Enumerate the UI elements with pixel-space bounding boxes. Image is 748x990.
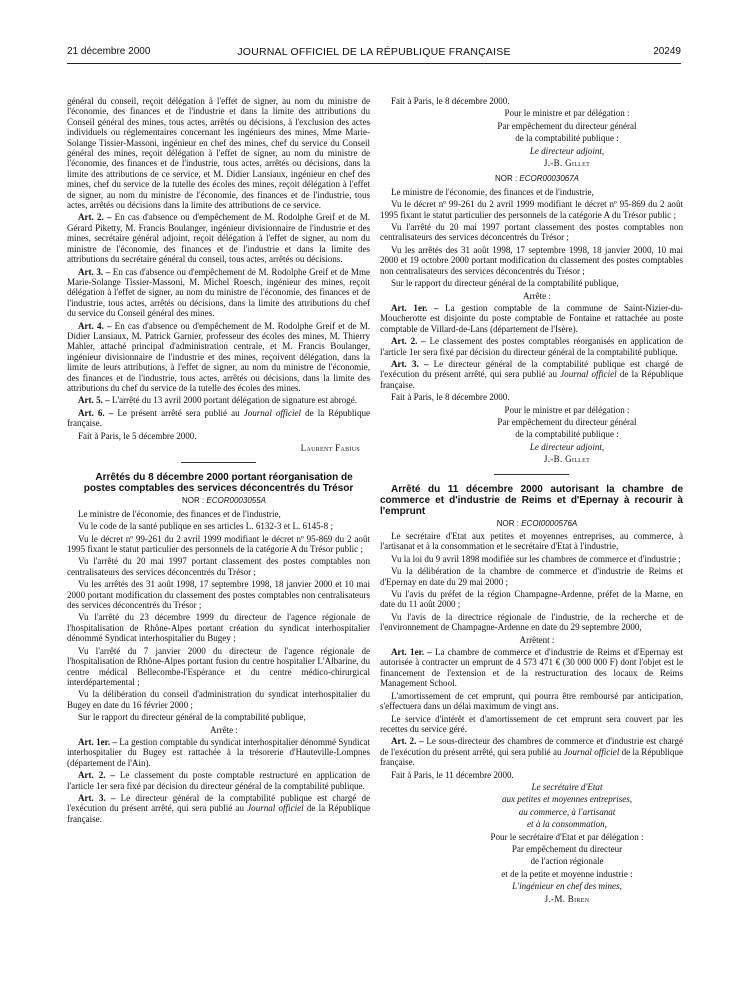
article-label: Art. 4. – <box>78 320 112 331</box>
signature-title: Le directeur adjoint, <box>529 441 605 452</box>
nor-value: ECOI0000576A <box>521 518 578 528</box>
article-label: Art. 1er. – <box>391 302 439 313</box>
nor-label: NOR : <box>496 518 522 528</box>
article-text: Le classement des postes comptables réorganisés en application de l'article 1er sera fixé par décision du directeur général de la comptabilité publique. <box>380 336 683 357</box>
article-text-end: de la République française. <box>67 803 371 824</box>
signature-title: aux petites et moyennes entreprises, <box>501 794 633 805</box>
fait-a-paris: Fait à Paris, le 8 décembre 2000. <box>391 392 510 403</box>
nor-value: ECOR0003067A <box>519 174 580 184</box>
article-4 <box>67 321 370 394</box>
article-2 <box>67 770 370 791</box>
article-text-end: de la République française. <box>67 407 371 429</box>
arrete-heading: Arrête : <box>210 724 238 735</box>
section-title: Arrêté du 11 décembre 2000 autorisant la chambre de commerce et d'industrie de Reims et d'Epernay à recourir à l'emprunt <box>380 483 683 517</box>
signature-title: L'ingénieur en chef des mines, <box>512 881 622 892</box>
article-text-end: de la République française. <box>380 369 684 390</box>
signatory: J.-B. Gillet <box>543 158 591 169</box>
nor-label: NOR : <box>494 174 520 184</box>
paragraph: L'amortissement de cet emprunt, qui pourra être remboursé par anticipation, s'effectuera dans un délai maximum de vingt ans. <box>380 690 683 712</box>
article-2 <box>380 336 683 357</box>
journal-officiel-ref: Journal officiel <box>563 746 620 757</box>
visa: Vu les arrêtés des 31 août 1998, 17 septembre 1998, 18 janvier 2000, 10 mai 2000 et 19 octobre 2000 portant modification du classement des postes comptables non centralisateurs des services déconcentrés du Trésor ; <box>380 244 683 276</box>
signature-title: Le directeur adjoint, <box>529 145 605 156</box>
arrete-heading: Arrête : <box>523 290 551 301</box>
visas-list <box>380 531 683 633</box>
visa: Vu le code de la santé publique en ses articles L. 6132-3 et L. 6145-8 ; <box>78 521 333 532</box>
visa: Le secrétaire d'Etat aux petites et moyennes entreprises, au commerce, à l'artisanat et à la consommation et le secrétaire d'Etat à l'industrie, <box>380 531 683 552</box>
article-5 <box>67 395 370 405</box>
signatory: J.-M. Biren <box>544 893 590 904</box>
nor-label: NOR : <box>181 496 207 506</box>
signature-title: au commerce, à l'artisanat <box>518 806 616 817</box>
fait-a-paris: Fait à Paris, le 8 décembre 2000. <box>391 96 510 106</box>
visa: Vu le décret nº 99-261 du 2 avril 1999 modifiant le décret nº 95-869 du 2 août 1995 fixant le statut particulier des personnels de la catégorie A du Trésor public ; <box>67 533 370 555</box>
article-1 <box>67 737 370 768</box>
visa: Vu l'arrêté du 20 mai 1997 portant classement des postes comptables non centralisateurs des services déconcentrés du Trésor ; <box>380 222 683 243</box>
signature-line: de la comptabilité publique : <box>515 429 619 440</box>
article-text: Le directeur général de la comptabilité publique est chargé de l'exécution du présent arrêté, qui sera publié au <box>67 792 371 814</box>
signature-block <box>380 108 683 168</box>
visa: Sur le rapport du directeur général de la comptabilité publique, <box>391 278 619 289</box>
visa: Vu la loi du 9 avril 1898 modifiée sur les chambres de commerce et d'industrie ; <box>391 553 681 564</box>
article-label: Art. 1er. – <box>391 647 432 658</box>
signature-line: Par empêchement du directeur général <box>497 120 637 131</box>
journal-officiel-ref: Journal officiel <box>560 369 617 380</box>
visa: Vu le décret nº 99-261 du 2 avril 1999 modifiant le décret nº 95-869 du 2 août 1995 fixant le statut particulier des personnels de la catégorie A du Trésor public ; <box>380 199 683 220</box>
article-label: Art. 2. – <box>391 336 426 347</box>
visa: Vu la délibération du conseil d'administration du syndicat interhospitalier du Bugey en date du 16 février 2000 ; <box>67 689 370 710</box>
signature-block <box>380 782 683 904</box>
visa: Vu la délibération de la chambre de commerce et d'industrie de Reims et d'Epernay en date du 29 mai 2000 ; <box>380 566 683 587</box>
article-label: Art. 2. – <box>391 736 424 747</box>
nor-value: ECOR0003055A <box>206 496 267 506</box>
visa: Sur le rapport du directeur général de la comptabilité publique, <box>78 712 306 723</box>
signature-line: Pour le ministre et par délégation : <box>504 404 630 415</box>
page-header <box>67 46 681 60</box>
article-label: Art. 3. – <box>78 266 111 277</box>
header-rule <box>67 63 681 64</box>
signature-line: Par empêchement du directeur <box>511 843 623 854</box>
arretent-heading: Arrêtent : <box>519 634 555 645</box>
signature-line: Par empêchement du directeur général <box>497 416 637 427</box>
article-text: Le présent arrêté sera publié au <box>113 407 244 418</box>
visa: Le ministre de l'économie, des finances et de l'industrie, <box>391 186 594 197</box>
article-text: La chambre de commerce et d'industrie de Reims et d'Epernay est autorisée à contracter un emprunt de 4 573 471 € (30 000 000 F) dont l'objet est le financement de l'extension et de la restructuration des locaux de Reims Management School. <box>380 647 683 689</box>
article-6 <box>67 408 370 429</box>
visa: Vu les arrêtés des 31 août 1998, 17 septembre 1998, 18 janvier 2000 et 10 mai 2000 portant modification du classement des postes comptables non centralisateurs des services déconcentrés du Trésor ; <box>67 579 370 611</box>
visas-list <box>67 509 370 723</box>
header-journal-title: JOURNAL OFFICIEL DE LA RÉPUBLIQUE FRANÇAISE <box>237 46 511 58</box>
visa: Vu l'avis du préfet de la région Champagne-Ardenne, préfet de la Marne, en date du 11 août 2000 ; <box>380 589 683 610</box>
left-column <box>67 96 370 826</box>
article-3 <box>67 267 370 319</box>
article-label: Art. 3. – <box>78 792 116 803</box>
article-text: En cas d'absence ou d'empêchement de M. Rodolphe Greif et de Mme Marie-Solange Tissier-Massoni, M. Michel Roesch, ingénieur des mines, reçoit délégation à l'effet de signer, au nom du ministre de l'économie, des finances et de l'industrie, tous actes, arrêtés ou décisions, dans la limite des attributions du chef du service du Conseil général des mines. <box>67 266 370 319</box>
article-1 <box>380 303 683 334</box>
article-label: Art. 2. – <box>78 770 115 781</box>
article-3 <box>380 359 683 390</box>
article-text: Le directeur général de la comptabilité publique est chargé de l'exécution du présent arrêté, qui sera publié au <box>380 358 684 380</box>
nor-reference <box>380 174 683 184</box>
visa: Vu l'arrêté du 23 décembre 1999 du directeur de l'agence régionale de l'hospitalisation de Rhône-Alpes portant création du syndicat interhospitalier dénommé Syndicat interhospitalier du Bugey ; <box>67 612 370 644</box>
section-separator <box>181 462 256 463</box>
right-column <box>380 96 683 906</box>
article-text: La gestion comptable du syndicat interhospitalier dénommé Syndicat interhospitalier du Bugey est rattachée à la trésorerie d'Hauteville-Lompnes (département de l'Ain). <box>67 736 370 768</box>
paragraph: Le service d'intérêt et d'amortissement de cet emprunt sera couvert par les recettes du service géré. <box>380 713 683 734</box>
article-3 <box>67 793 370 824</box>
article-label: Art. 1er. – <box>78 736 117 747</box>
article-text: Le classement du poste comptable restructuré en application de l'article 1er sera fixé par décision du directeur général de la comptabilité publique. <box>67 770 371 791</box>
visas-list <box>380 187 683 289</box>
visa: Vu l'arrêté du 20 mai 1997 portant classement des postes comptables non centralisateurs des services déconcentrés du Trésor ; <box>67 556 370 577</box>
article-text: La gestion comptable de la commune de Saint-Nizier-du-Moucherotte est disjointe du poste comptable de Fontaine et rattachée au poste comptable de Villard-de-Lans (département de l'Isère). <box>380 302 683 334</box>
intro-paragraph: général du conseil, reçoit délégation à l'effet de signer, au nom du ministre de l'économie, des finances et de l'industrie et dans la limite des attributions du Conseil général des mines, tous actes, arrêtés ou décisions, à l'exclusion des actes individuels ou réglementaires concernant les ingénieurs des mines, Mme Marie-Solange Tissier-Massoni, ingénieur en chef des mines, chef du service du Conseil général des mines, reçoit délégation à l'effet de signer, au nom du ministre de l'économie, des finances et de l'industrie, tous actes, arrêtés ou décisions, dans la limite des attributions de ce service, et M. Didier Lansiaux, ingénieur en chef des mines, chef du service de la tutelle des écoles des mines, reçoit délégation à l'effet de signer, au nom du ministre de l'économie, des finances et de l'industrie, tous actes, arrêtés ou décisions dans la limite des attributions de ce service. <box>67 96 370 211</box>
article-label: Art. 5. – <box>78 395 110 406</box>
signature-line: de la comptabilité publique : <box>515 133 619 144</box>
fait-a-paris: Fait à Paris, le 5 décembre 2000. <box>78 430 197 441</box>
article-text-end: de la République française. <box>380 746 683 768</box>
article-text: En cas d'absence ou d'empêchement de M. Rodolphe Greif et de M. Didier Lansiaux, M. Patrick Garnier, professeur des écoles des mines, M. Thierry Mahler, attaché principal d'administration centrale, et M. Francis Boulanger, ingénieur divisionnaire de l'industrie et des mines, reçoivent délégation, dans la limite de leurs attributions, à l'effet de signer, au nom du ministre de l'économie, des finances et de l'industrie, tous actes, arrêtés ou décisions, dans la limite des attributions du chef du service de la tutelle des écoles des mines. <box>67 320 370 393</box>
signature-title: Le secrétaire d'Etat <box>531 781 603 792</box>
nor-reference <box>380 519 683 529</box>
visa: Vu l'avis de la directrice régionale de l'industrie, de la recherche et de l'environnement de Champagne-Ardenne en date du 29 septembre 2000, <box>380 611 683 633</box>
journal-officiel-ref: Journal officiel <box>247 803 304 814</box>
article-text: L'arrêté du 13 avril 2000 portant délégation de signature est abrogé. <box>109 395 357 406</box>
header-date: 21 décembre 2000 <box>67 46 151 57</box>
journal-officiel-ref: Journal officiel <box>243 407 302 418</box>
article-1 <box>380 647 683 689</box>
signature-line: Pour le secrétaire d'Etat et par délégation : <box>490 831 644 842</box>
article-2 <box>67 212 370 264</box>
visa: Le ministre de l'économie, des finances et de l'industrie, <box>78 508 281 519</box>
article-text: Le sous-directeur des chambres de commerce et d'industrie est chargé de l'exécution du présent arrêté, qui sera publié au <box>380 736 683 757</box>
visa: Vu l'arrêté du 7 janvier 2000 du directeur de l'agence régionale de l'hospitalisation de Rhône-Alpes portant fusion du centre hospitalier L'Albarine, du centre médical Bellecombe-l'Espérance et du centre médico-chirurgical interdépartemental ; <box>67 645 370 687</box>
article-label: Art. 6. – <box>78 407 114 418</box>
header-page-number: 20249 <box>653 46 681 57</box>
signature-block <box>380 405 683 465</box>
article-label: Art. 2. – <box>78 212 112 223</box>
nor-reference <box>67 496 370 506</box>
fait-a-paris: Fait à Paris, le 11 décembre 2000. <box>391 769 514 780</box>
signature-line: Pour le ministre et par délégation : <box>504 108 630 119</box>
section-title: Arrêtés du 8 décembre 2000 portant réorganisation de postes comptables des services déconcentrés du Trésor <box>83 472 354 495</box>
article-2 <box>380 736 683 767</box>
signatory: J.-B. Gillet <box>543 454 591 465</box>
signature-title: et à la consommation, <box>527 819 607 830</box>
signature-line: de l'action régionale <box>530 856 604 867</box>
article-text: En cas d'absence ou d'empêchement de M. Rodolphe Greif et de M. Gérard Piketty, M. Francis Boulanger, ingénieur divisionnaire de l'industrie et des mines, secrétaire général adjoint, reçoit délégation à l'effet de signer, au nom du ministre de l'économie, des finances et de l'industrie et dans la limite des attributions du secrétaire général du conseil, tous actes, arrêtés ou décisions. <box>67 212 370 265</box>
signatory: Laurent Fabius <box>300 443 360 453</box>
signature-line: et de la petite et moyenne industrie : <box>501 868 633 879</box>
section-separator <box>494 474 569 475</box>
article-label: Art. 3. – <box>391 358 429 369</box>
